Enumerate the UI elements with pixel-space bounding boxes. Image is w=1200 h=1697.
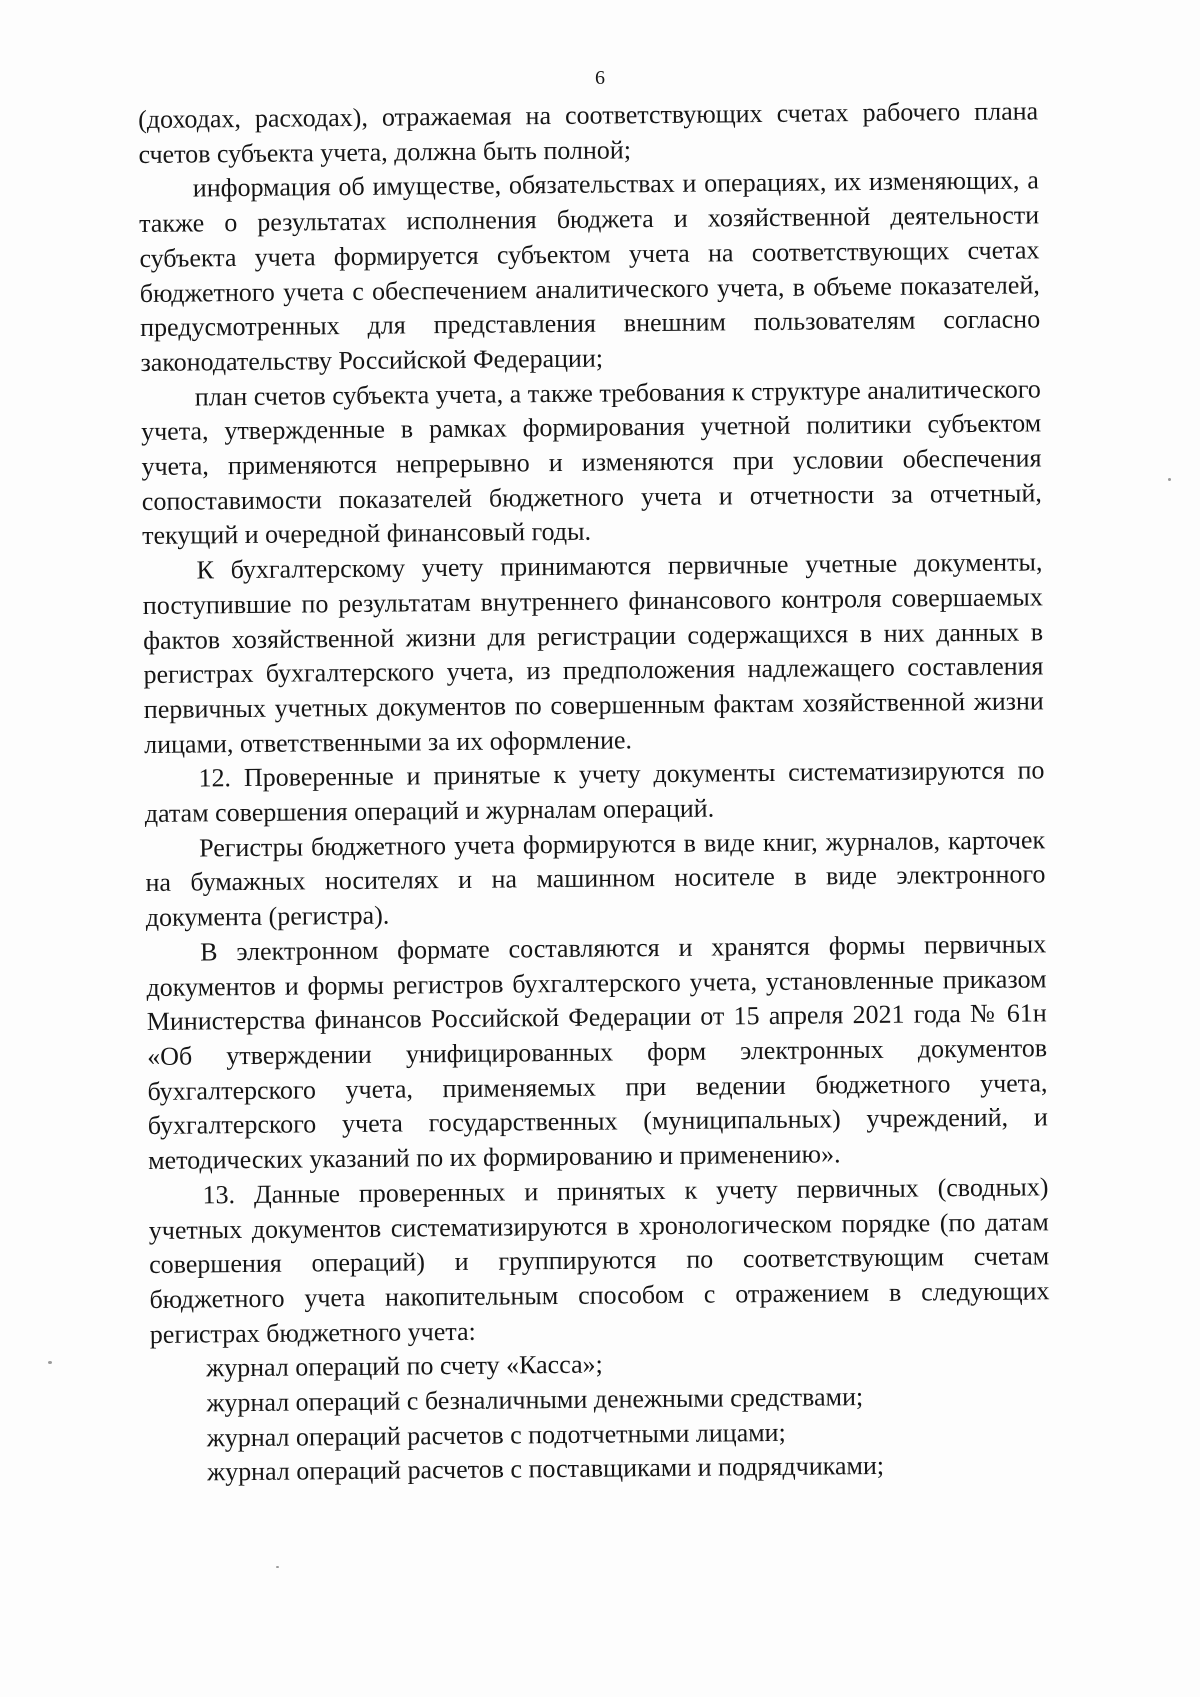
paragraph-registers: Регистры бюджетного учета формируются в виде книг, журналов, карточек на бумажных носителях и на машинном носителе в виде электронного документа (регистра).	[145, 825, 1046, 933]
paragraph-property-info: информация об имуществе, обязательствах и операциях, их изменяющих, а также о результатах исполнения бюджета и хозяйственной деятельности субъекта учета формируется субъектом учета на соответствующих счетах бюджетного учета с обеспечением аналитического учета, в объеме показателей, предусмотренных для представления внешним пользователям согласно законодательству Российской Федерации;	[139, 165, 1041, 377]
paragraph-electronic-format: В электронном формате составляются и хранятся формы первичных документов и формы регистров бухгалтерского учета, установленные приказом Министерства финансов Российской Федерации от 15 апреля 2021 года № 61н «Об утверждении унифицированных форм электронных документов бухгалтерского учета, применяемых при ведении бюджетного учета, бухгалтерского учета государственных (муниципальных) учреждений, и методических указаний по их формированию и применению».	[146, 929, 1048, 1176]
list-item: журнал операций расчетов с поставщиками и подрядчиками;	[207, 1451, 885, 1487]
scan-speck	[1168, 478, 1171, 481]
list-item: журнал операций расчетов с подотчетными лицами;	[206, 1417, 786, 1453]
document-body	[138, 94, 1051, 1491]
paragraph-chart-of-accounts: план счетов субъекта учета, а также требования к структуре аналитического учета, утвержденные в рамках формирования учетной политики субъектом учета, применяются непрерывно и изменяются при условии обеспечения сопоставимости показателей бюджетного учета и отчетности за отчетный, текущий и очередной финансовый годы.	[141, 373, 1042, 551]
list-item: журнал операций по счету «Касса»;	[206, 1349, 603, 1383]
list-item: журнал операций с безналичными денежными средствами;	[206, 1382, 864, 1418]
paragraph-item-12: 12. Проверенные и принятые к учету документы систематизируются по датам совершения операций и журналам операций.	[144, 755, 1045, 829]
paragraph-primary-documents: К бухгалтерскому учету принимаются первичные учетные документы, поступившие по результатам внутреннего финансового контроля совершаемых фактов хозяйственной жизни для регистрации содержащихся в них данных в регистрах бухгалтерского учета, из предположения надлежащего составления первичных учетных документов по совершенным фактам хозяйственной жизни лицами, ответственными за их оформление.	[142, 547, 1044, 759]
paragraph-continuation: (доходах, расходах), отражаемая на соответствующих счетах рабочего плана счетов субъекта учета, должна быть полной;	[138, 96, 1039, 169]
scan-speck	[48, 1361, 52, 1364]
scan-speck	[276, 1566, 279, 1568]
page-number: 6	[595, 67, 605, 89]
paragraph-item-13: 13. Данные проверенных и принятых к учету первичных (сводных) учетных документов систематизируются в хронологическом порядке (по датам совершения операций) и группируются по соответствующим счетам бюджетного учета накопительным способом с отражением в следующих регистрах бюджетного учета:	[148, 1172, 1050, 1349]
